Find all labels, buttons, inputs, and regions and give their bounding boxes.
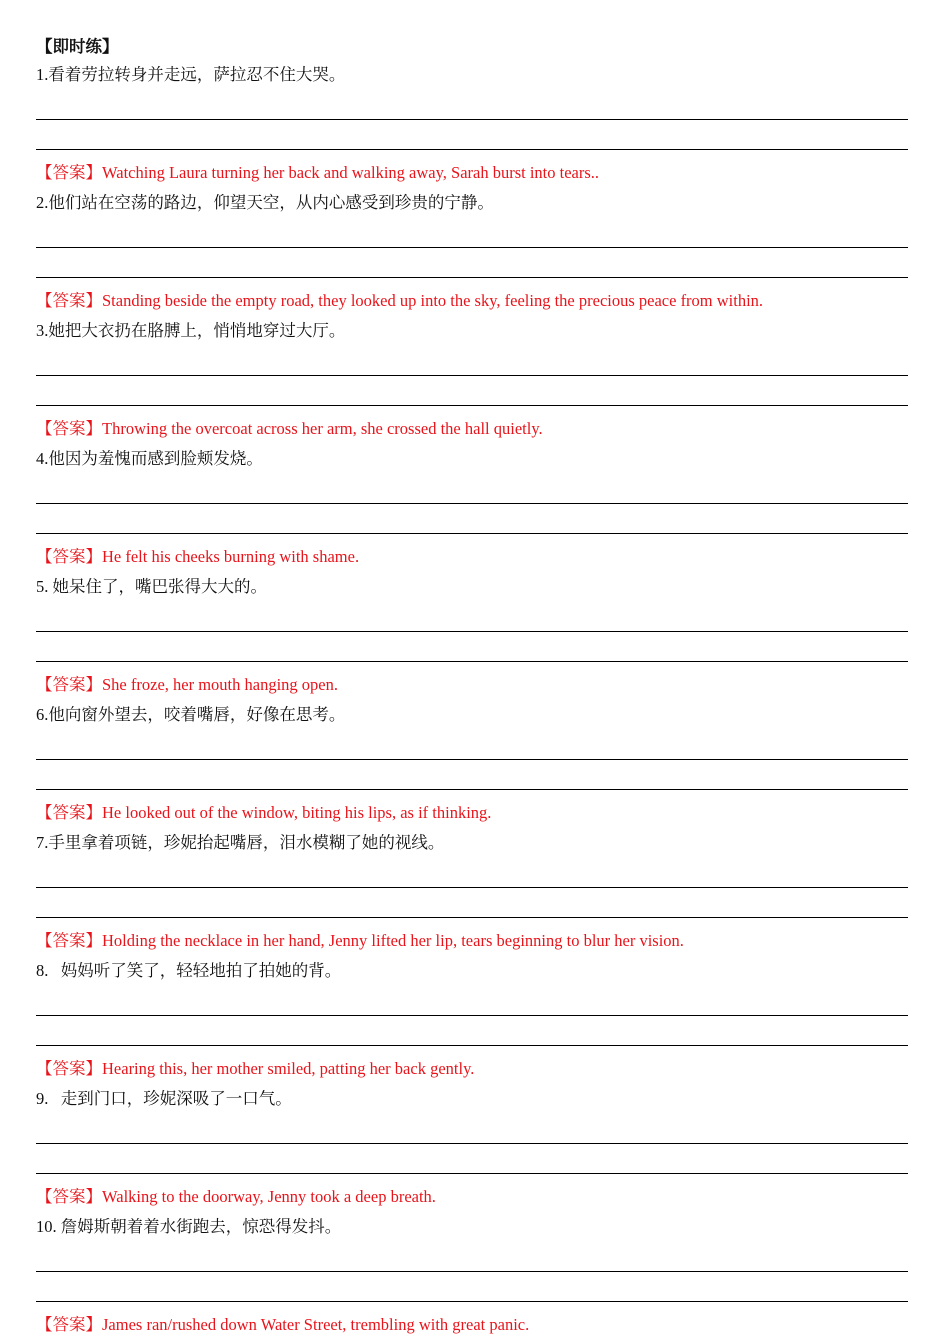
question-3: 3.她把大衣扔在胳膊上，悄悄地穿过大厅。 xyxy=(36,321,346,340)
answer-4: 【答案】He felt his cheeks burning with shame. xyxy=(36,547,360,566)
answer-line xyxy=(36,1016,908,1046)
question-1: 1.看着劳拉转身并走远，萨拉忍不住大哭。 xyxy=(36,65,346,84)
answer-line xyxy=(36,474,908,504)
question-9: 9. 走到门口，珍妮深吸了一口气。 xyxy=(36,1089,292,1108)
exercise-item-6 xyxy=(36,700,908,828)
exercise-item-8 xyxy=(36,956,908,1084)
answer-line xyxy=(36,632,908,662)
answer-line xyxy=(36,602,908,632)
exercise-item-5 xyxy=(36,572,908,700)
exercise-item-1 xyxy=(36,60,908,188)
question-5: 5. 她呆住了，嘴巴张得大大的。 xyxy=(36,577,267,596)
question-8: 8. 妈妈听了笑了，轻轻地拍了拍她的背。 xyxy=(36,961,342,980)
answer-line xyxy=(36,858,908,888)
answer-9: 【答案】Walking to the doorway, Jenny took a deep breath. xyxy=(36,1187,436,1206)
answer-line xyxy=(36,90,908,120)
answer-8: 【答案】Hearing this, her mother smiled, patting her back gently. xyxy=(36,1059,475,1078)
answer-7: 【答案】Holding the necklace in her hand, Jenny lifted her lip, tears beginning to blur her vision. xyxy=(36,931,684,950)
answer-line xyxy=(36,248,908,278)
section-heading: 【即时练】 xyxy=(36,37,119,56)
exercise-item-10 xyxy=(36,1212,908,1340)
answer-line xyxy=(36,218,908,248)
answer-line xyxy=(36,1144,908,1174)
exercise-item-4 xyxy=(36,444,908,572)
question-4: 4.他因为羞愧而感到脸颊发烧。 xyxy=(36,449,263,468)
answer-line xyxy=(36,504,908,534)
question-10: 10. 詹姆斯朝着着水街跑去，惊恐得发抖。 xyxy=(36,1217,342,1236)
exercise-item-9 xyxy=(36,1084,908,1212)
answer-line xyxy=(36,120,908,150)
question-6: 6.他向窗外望去，咬着嘴唇，好像在思考。 xyxy=(36,705,346,724)
answer-3: 【答案】Throwing the overcoat across her arm, she crossed the hall quietly. xyxy=(36,419,543,438)
answer-line xyxy=(36,1272,908,1302)
answer-line xyxy=(36,1242,908,1272)
answer-line xyxy=(36,346,908,376)
answer-10: 【答案】James ran/rushed down Water Street, trembling with great panic. xyxy=(36,1315,530,1334)
answer-line xyxy=(36,986,908,1016)
answer-line xyxy=(36,376,908,406)
answer-5: 【答案】She froze, her mouth hanging open. xyxy=(36,675,338,694)
answer-2: 【答案】Standing beside the empty road, they looked up into the sky, feeling the precious peace from within. xyxy=(36,291,764,310)
answer-1: 【答案】Watching Laura turning her back and walking away, Sarah burst into tears.. xyxy=(36,163,600,182)
answer-line xyxy=(36,1114,908,1144)
answer-line xyxy=(36,888,908,918)
answer-6: 【答案】He looked out of the window, biting his lips, as if thinking. xyxy=(36,803,492,822)
answer-line xyxy=(36,730,908,760)
question-2: 2.他们站在空荡的路边，仰望天空，从内心感受到珍贵的宁静。 xyxy=(36,193,494,212)
answer-line xyxy=(36,760,908,790)
question-7: 7.手里拿着项链，珍妮抬起嘴唇，泪水模糊了她的视线。 xyxy=(36,833,445,852)
exercise-item-7 xyxy=(36,828,908,956)
exercise-item-3 xyxy=(36,316,908,444)
exercise-item-2 xyxy=(36,188,908,316)
exercise-page xyxy=(36,34,908,1340)
